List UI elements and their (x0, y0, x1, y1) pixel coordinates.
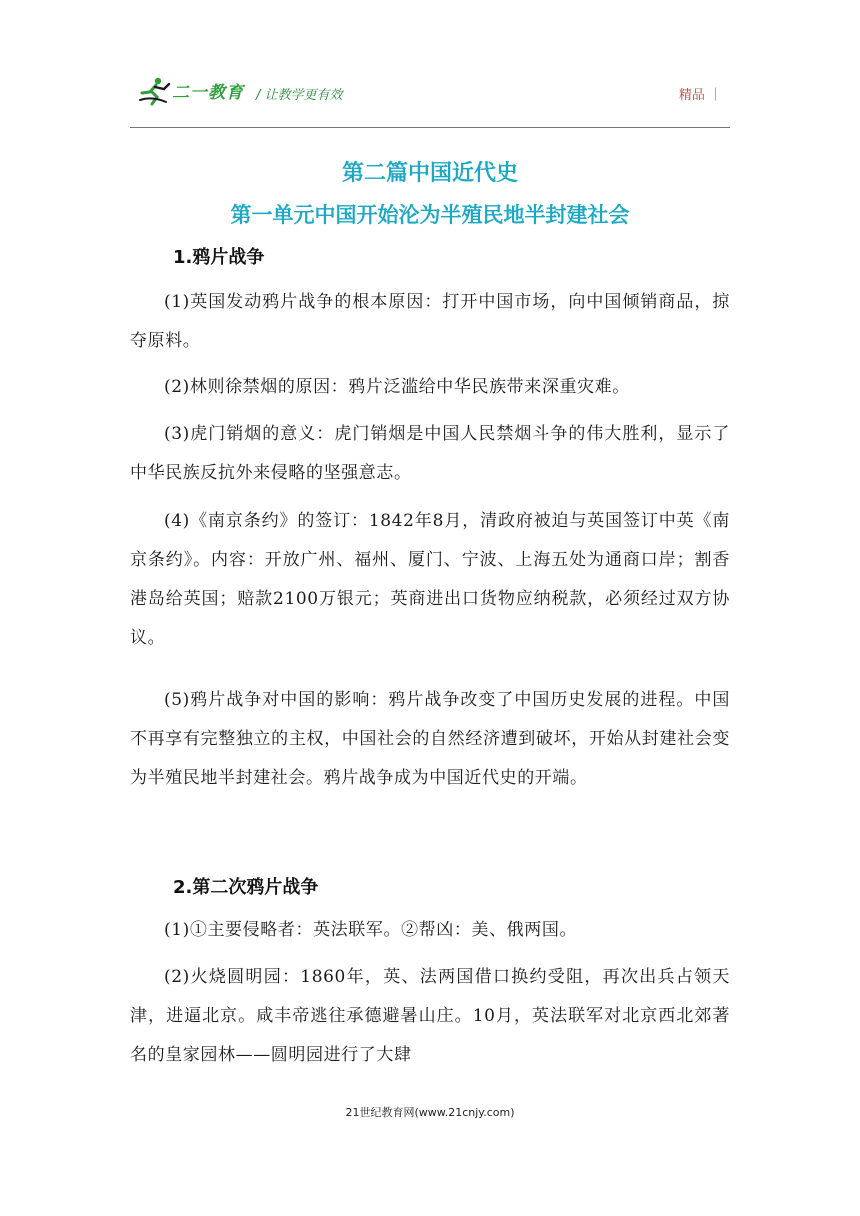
paragraph: (4)《南京条约》的签订：1842年8月，清政府被迫与英国签订中英《南京条约》。内容：开放广州、福州、厦门、宁波、上海五处为通商口岸；割香港岛给英国；赔款2100万银元；英商进出口货物应纳税款，必须经过双方协议。 (130, 511, 730, 648)
runner-logo-icon (138, 76, 172, 106)
slogan: / 让教学更有效 (256, 88, 343, 103)
quality-badge: 精品 ｜ (678, 88, 722, 103)
paragraph: (2)林则徐禁烟的原因：鸦片泛滥给中华民族带来深重灾难。 (164, 377, 630, 397)
part-title: 第二篇中国近代史 (341, 161, 518, 186)
paragraph: (2)火烧圆明园：1860年，英、法两国借口换约受阻，再次出兵占领天津，进逼北京。咸丰帝逃往承德避暑山庄。10月，英法联军对北京西北郊著名的皇家园林——圆明园进行了大肆 (130, 967, 730, 1065)
paragraph: (1)①主要侵略者：英法联军。②帮凶：美、俄两国。 (164, 920, 578, 940)
header-divider (130, 127, 730, 128)
brand-logo[interactable] (138, 76, 246, 106)
unit-title: 第一单元中国开始沦为半殖民地半封建社会 (230, 203, 630, 227)
page-footer: 21世纪教育网(www.21cnjy.com) (345, 1106, 515, 1119)
logo-text: 二一教育 (172, 83, 244, 103)
paragraph: (1)英国发动鸦片战争的根本原因：打开中国市场，向中国倾销商品，掠夺原料。 (130, 292, 730, 351)
section-heading-second-opium-war: 2.第二次鸦片战争 (173, 877, 319, 898)
page-header (132, 70, 730, 116)
paragraph: (3)虎门销烟的意义：虎门销烟是中国人民禁烟斗争的伟大胜利，显示了中华民族反抗外来侵略的坚强意志。 (130, 424, 730, 483)
section-heading-opium-war: 1.鸦片战争 (173, 247, 265, 268)
paragraph: (5)鸦片战争对中国的影响：鸦片战争改变了中国历史发展的进程。中国不再享有完整独立的主权，中国社会的自然经济遭到破坏，开始从封建社会变为半殖民地半封建社会。鸦片战争成为中国近代史的开端。 (130, 690, 730, 788)
